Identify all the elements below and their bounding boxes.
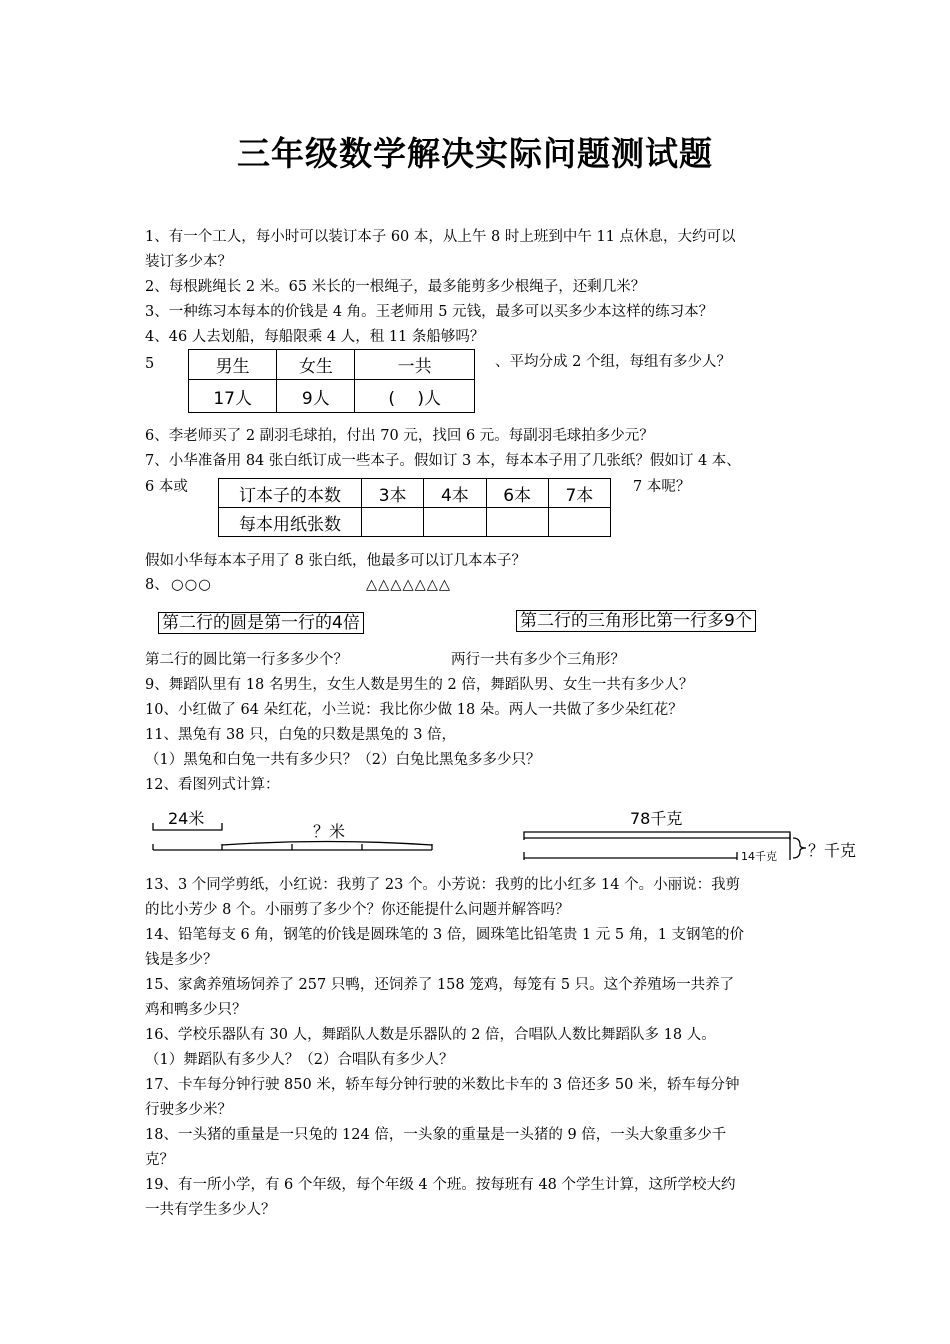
question-1-line-1: 1、有一个工人，每小时可以装订本子 60 本，从上午 8 时上班到中午 11 点休息，大约可以 xyxy=(145,229,736,245)
question-17-line-1: 17、卡车每分钟行驶 850 米，轿车每分钟行驶的米数比卡车的 3 倍还多 50 米，轿车每分钟 xyxy=(145,1077,740,1093)
question-18-line-1: 18、一头猪的重量是一只兔的 124 倍，一头象的重量是一头猪的 9 倍，一头大象重多少千 xyxy=(145,1127,727,1143)
question-8-ask-left: 第二行的圆比第一行多多少个？ xyxy=(145,652,348,668)
triangle-hint-box: 第二行的三角形比第一行多9个 xyxy=(516,610,756,632)
table-cell-boys: 17人 xyxy=(189,380,277,413)
question-11-line-1: 11、黑兔有 38 只，白兔的只数是黑兔的 3 倍， xyxy=(145,727,457,743)
question-13-line-2: 的比小芳少 8 个。小丽剪了多少个？你还能提什么问题并解答吗？ xyxy=(145,902,570,918)
question-16-line-1: 16、学校乐器队有 30 人，舞蹈队人数是乐器队的 2 倍，合唱队人数比舞蹈队多 18 人。 xyxy=(145,1027,716,1043)
table-cell-empty xyxy=(362,508,424,537)
question-5-number: 5 xyxy=(145,356,155,372)
table-header-girls: 女生 xyxy=(277,350,355,380)
table-header-sheets: 每本用纸张数 xyxy=(219,508,362,537)
question-15-line-1: 15、家禽养殖场饲养了 257 只鸭，还饲养了 158 笼鸡，每笼有 5 只。这个养殖场一共养了 xyxy=(145,977,735,993)
label-unknown-kg: ？千克 xyxy=(808,841,857,860)
table-cell-girls: 9人 xyxy=(277,380,355,413)
question-19-line-1: 19、有一所小学，有 6 个年级，每个年级 4 个班。按每班有 48 个学生计算，这所学校大约 xyxy=(145,1177,736,1193)
table-cell-6: 6本 xyxy=(486,479,548,508)
question-7-followup: 假如小华每本本子用了 8 张白纸，他最多可以订几本本子？ xyxy=(145,553,526,569)
question-1-line-2: 装订多少本？ xyxy=(145,254,232,270)
question-8-number: 8、 xyxy=(145,577,169,593)
question-10: 10、小红做了 64 朵红花，小兰说：我比你少做 18 朵。两人一共做了多少朵红花？ xyxy=(145,702,683,718)
label-24m: 24米 xyxy=(168,809,205,828)
question-2: 2、每根跳绳长 2 米。65 米长的一根绳子，最多能剪多少根绳子，还剩几米？ xyxy=(145,279,646,295)
question-12: 12、看图列式计算： xyxy=(145,777,280,793)
question-19-line-2: 一共有学生多少人？ xyxy=(145,1202,276,1218)
brace-78kg xyxy=(524,832,790,840)
table-header-boys: 男生 xyxy=(189,350,277,380)
table-cell-7: 7本 xyxy=(548,479,610,508)
table-cell-empty xyxy=(486,508,548,537)
table-header-books: 订本子的本数 xyxy=(219,479,362,508)
question-13-line-1: 13、3 个同学剪纸，小红说：我剪了 23 个。小芳说：我剪的比小红多 14 个。小丽说：我剪 xyxy=(145,877,741,893)
table-cell-empty xyxy=(548,508,610,537)
table-cell-3: 3本 xyxy=(362,479,424,508)
question-8-ask-right: 两行一共有多少个三角形？ xyxy=(451,652,625,668)
question-18-line-2: 克？ xyxy=(145,1152,174,1168)
question-7-line-1: 7、小华准备用 84 张白纸订成一些本子。假如订 3 本，每本本子用了几张纸？假如订 4 本、 xyxy=(145,453,741,469)
question-17-line-2: 行驶多少米？ xyxy=(145,1102,232,1118)
question-5-text: 、平均分成 2 个组，每组有多少人？ xyxy=(495,354,731,370)
question-9: 9、舞蹈队里有 18 名男生，女生人数是男生的 2 倍，舞蹈队男、女生一共有多少人？ xyxy=(145,677,694,693)
question-5-table xyxy=(188,349,475,413)
circle-hint-box: 第二行的圆是第一行的4倍 xyxy=(158,612,364,634)
question-14-line-2: 钱是多少？ xyxy=(145,952,218,968)
brace-unknown-kg xyxy=(793,838,806,858)
table-cell-total: ( )人 xyxy=(355,380,475,413)
table-cell-empty xyxy=(424,508,486,537)
circles-row: ○○○ xyxy=(171,577,212,593)
label-78kg: 78千克 xyxy=(630,809,683,828)
question-16-line-2: （1）舞蹈队有多少人？（2）合唱队有多少人？ xyxy=(145,1052,454,1068)
page-title: 三年级数学解决实际问题测试题 xyxy=(237,134,713,173)
question-7-table xyxy=(218,478,611,537)
question-6: 6、李老师买了 2 副羽毛球拍，付出 70 元，找回 6 元。每副羽毛球拍多少元？ xyxy=(145,428,654,444)
question-4: 4、46 人去划船，每船限乘 4 人，租 11 条船够吗？ xyxy=(145,329,485,345)
question-7-prefix: 6 本或 xyxy=(145,479,188,495)
table-header-total: 一共 xyxy=(355,350,475,380)
label-unknown-m: ？米 xyxy=(313,822,346,841)
label-14kg: 14千克 xyxy=(741,850,777,863)
question-14-line-1: 14、铅笔每支 6 角，钢笔的价钱是圆珠笔的 3 倍，圆珠笔比铅笔贵 1 元 5 角，1 支钢笔的价 xyxy=(145,927,745,943)
question-11-line-2: （1）黑兔和白兔一共有多少只？（2）白兔比黑兔多多少只？ xyxy=(145,752,541,768)
question-15-line-2: 鸡和鸭多少只？ xyxy=(145,1002,247,1018)
triangles-row: △△△△△△△ xyxy=(366,577,452,593)
question-3: 3、一种练习本每本的价钱是 4 角。王老师用 5 元钱，最多可以买多少本这样的练习本？ xyxy=(145,304,714,320)
question-7-suffix: 7 本呢？ xyxy=(633,479,691,495)
table-cell-4: 4本 xyxy=(424,479,486,508)
brace-unknown-m xyxy=(222,842,432,846)
